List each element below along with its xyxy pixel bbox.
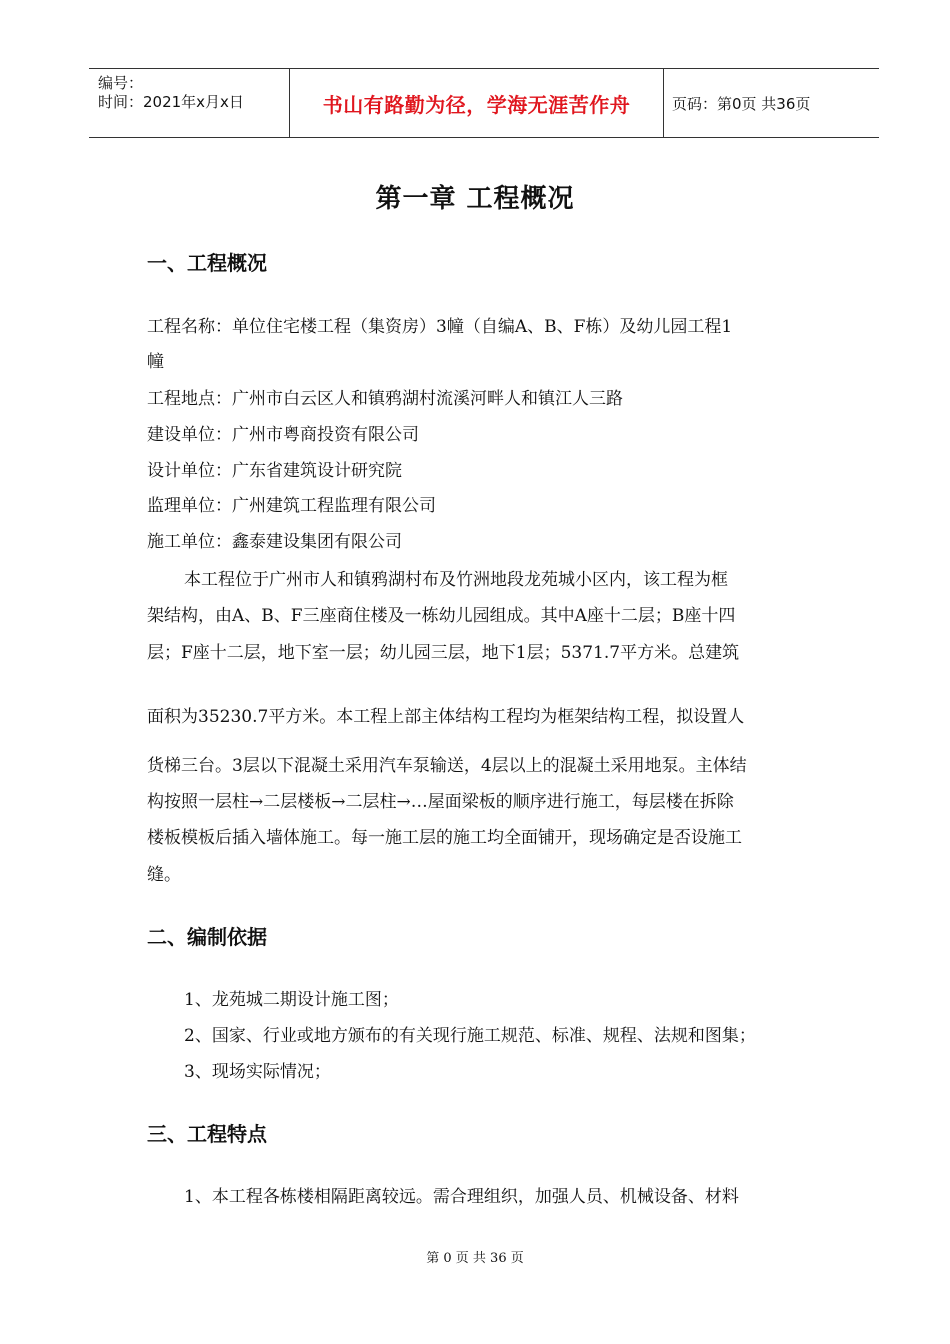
page-footer: 第 0 页 共 36 页	[426, 1251, 524, 1266]
section-heading-overview: 一、工程概况	[147, 251, 267, 275]
project-name-line1: 工程名称：单位住宅楼工程（集资房）3幢（自编A、B、F栋）及幼儿园工程1	[147, 317, 733, 337]
basis-item: 2、国家、行业或地方颁布的有关现行施工规范、标准、规程、法规和图集；	[184, 1026, 756, 1046]
project-designer: 设计单位：广东省建筑设计研究院	[147, 461, 402, 481]
overview-paragraph-line: 缝。	[147, 865, 181, 885]
project-location: 工程地点：广州市白云区人和镇鸦湖村流溪河畔人和镇江人三路	[147, 389, 623, 409]
chapter-title: 第一章 工程概况	[375, 184, 575, 214]
project-supervisor: 监理单位：广州建筑工程监理有限公司	[147, 496, 436, 516]
overview-paragraph-line: 楼板模板后插入墙体施工。每一施工层的施工均全面铺开，现场确定是否设施工	[147, 828, 742, 848]
project-contractor: 施工单位：鑫泰建设集团有限公司	[147, 532, 402, 552]
feature-item: 1、本工程各栋楼相隔距离较远。需合理组织，加强人员、机械设备、材料	[184, 1187, 739, 1207]
header-page-info: 页码：第0页 共36页	[672, 94, 811, 113]
header-motto: 书山有路勤为径，学海无涯苦作舟	[322, 92, 631, 117]
header-motto-cell	[290, 69, 664, 137]
overview-paragraph-line: 层；F座十二层，地下室一层；幼儿园三层，地下1层；5371.7平方米。总建筑	[147, 643, 740, 663]
overview-paragraph-line: 架结构，由A、B、F三座商住楼及一栋幼儿园组成。其中A座十二层；B座十四	[147, 606, 736, 626]
section-heading-features: 三、工程特点	[147, 1122, 267, 1146]
overview-paragraph-line: 构按照一层柱→二层楼板→二层柱→…屋面梁板的顺序进行施工，每层楼在拆除	[147, 792, 734, 812]
number-label: 编号：	[98, 74, 144, 92]
time-label: 时间：2021年x月x日	[98, 93, 244, 111]
overview-paragraph-line: 面积为35230.7平方米。本工程上部主体结构工程均为框架结构工程，拟设置人	[147, 707, 745, 727]
basis-item: 1、龙苑城二期设计施工图；	[184, 990, 399, 1010]
project-client: 建设单位：广州市粤商投资有限公司	[147, 425, 419, 445]
basis-item: 3、现场实际情况；	[184, 1062, 331, 1082]
section-heading-basis: 二、编制依据	[147, 925, 267, 949]
overview-paragraph-line: 货梯三台。3层以下混凝土采用汽车泵输送，4层以上的混凝土采用地泵。主体结	[147, 756, 747, 776]
header-meta	[89, 69, 290, 137]
overview-paragraph-line: 本工程位于广州市人和镇鸦湖村布及竹洲地段龙苑城小区内，该工程为框	[184, 570, 728, 590]
project-name-line2: 幢	[147, 352, 164, 372]
page-header	[89, 68, 879, 138]
